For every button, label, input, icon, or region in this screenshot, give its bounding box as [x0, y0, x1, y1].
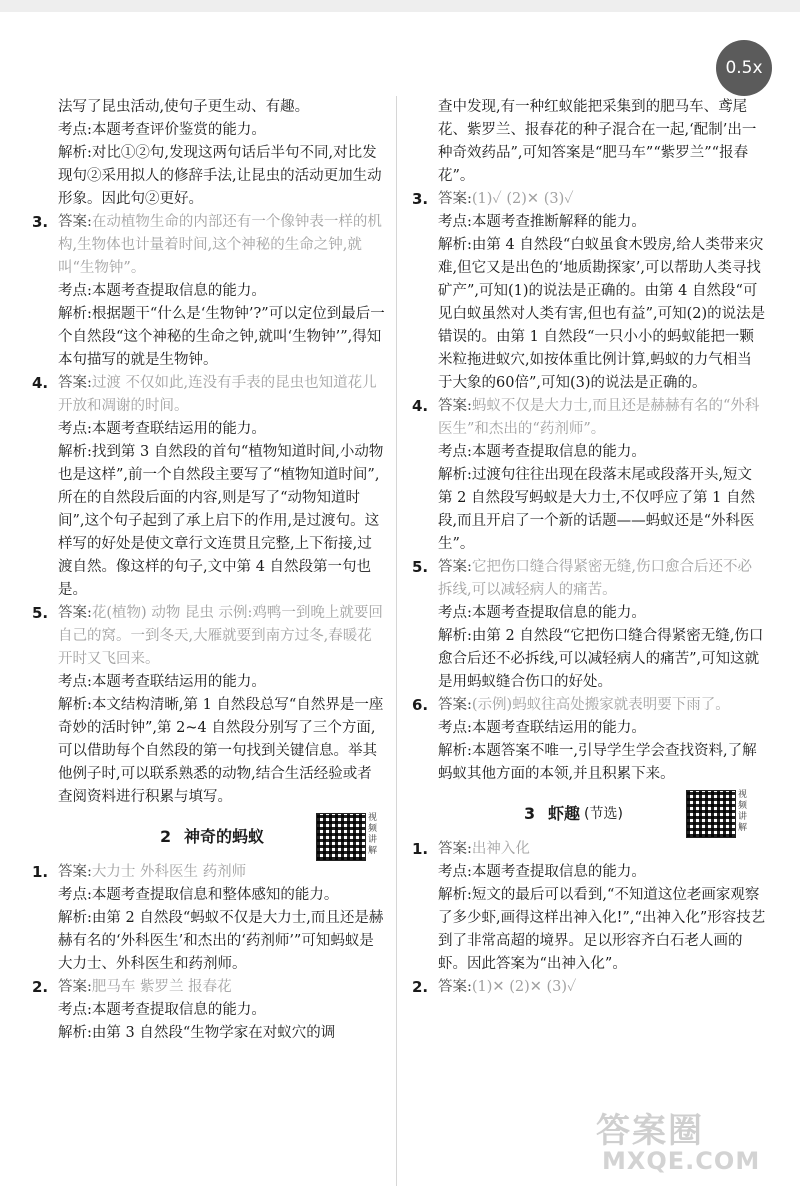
- analysis-text: 解析:短文的最后可以看到,“不知道这位老画家观察了多少虾,画得这样出神入化!”,“出神入化”形容技艺到了非常高超的境界。足以形容齐白石老人画的虾。因此答案为“出神入化”。: [438, 887, 766, 972]
- right-column: [412, 96, 766, 999]
- question-number: 3.: [412, 190, 429, 208]
- question-number: 3.: [32, 213, 49, 231]
- point-text: 考点:本题考查提取信息的能力。: [438, 864, 646, 880]
- question-3: [32, 211, 386, 372]
- point-text: 考点:本题考查提取信息的能力。: [58, 1002, 266, 1018]
- column-divider: [396, 96, 397, 1186]
- question-number: 1.: [412, 840, 429, 858]
- analysis-text: 解析:由第 3 自然段“生物学家在对蚁穴的调: [58, 1025, 336, 1041]
- question-number: 6.: [412, 696, 429, 714]
- intro-analysis: 解析:对比①②句,发现这两句话后半句不同,对比发现句②采用拟人的修辞手法,让昆虫的活动更加生动形象。因此句②更好。: [58, 145, 382, 207]
- answer-text: 在动植物生命的内部还有一个像钟表一样的机构,生物体也计量着时间,这个神秘的生命之钟,就叫“生物钟”。: [58, 214, 382, 276]
- question-3: [412, 188, 766, 395]
- question-number: 5.: [412, 558, 429, 576]
- question-number: 2.: [412, 978, 429, 996]
- point-text: 考点:本题考查联结运用的能力。: [438, 720, 646, 736]
- answer-label: 答案:: [58, 864, 92, 880]
- point-text: 考点:本题考查提取信息的能力。: [438, 605, 646, 621]
- question-6: [412, 694, 766, 786]
- answer-label: 答案:: [438, 559, 472, 575]
- answer-label: 答案:: [58, 979, 92, 995]
- question-number: 1.: [32, 863, 49, 881]
- analysis-text: 解析:由第 4 自然段“白蚁虽食木毁房,给人类带来灾难,但它又是出色的‘地质勘探家’,可以帮助人类寻找矿产”,可知(1)的说法是正确的。由第 4 自然段“可见白蚁虽然对人类有害,但也有益”,可知(2)的说法是错误的。由第 1 自然段“一只小小的蚂蚁能把一颗米粒拖进蚁穴,如按体重比例计算,蚂蚁的力气相当于大象的60倍”,可知(3)的说法是正确的。: [438, 237, 766, 391]
- answer-label: 答案:: [438, 979, 472, 995]
- question-number: 2.: [32, 978, 49, 996]
- point-text: 考点:本题考查联结运用的能力。: [58, 674, 266, 690]
- answer-label: 答案:: [438, 841, 472, 857]
- analysis-text: 解析:过渡句往往出现在段落末尾或段落开头,短文第 2 自然段写蚂蚁是大力士,不仅呼应了第 1 自然段,而且开启了一个新的话题——蚂蚁还是“外科医生”。: [438, 467, 755, 552]
- answer-label: 答案:: [438, 191, 472, 207]
- section-title: 虾趣: [548, 804, 581, 823]
- answer-text: 大力士 外科医生 药剂师: [91, 864, 247, 880]
- watermark-logo: 答案圈: [596, 1111, 704, 1151]
- qr-code-icon[interactable]: [686, 790, 736, 838]
- qr-code-icon[interactable]: [316, 813, 366, 861]
- answer-label: 答案:: [58, 214, 92, 230]
- intro-text: 法写了昆虫活动,使句子更生动、有趣。: [58, 99, 310, 115]
- answer-text: 蚂蚁不仅是大力士,而且还是赫赫有名的“外科医生”和杰出的“药剂师”。: [438, 398, 760, 437]
- question-5: [32, 602, 386, 809]
- answer-text: (1)✓ (2)✕ (3)✓: [471, 191, 574, 207]
- section-header-3: [412, 790, 766, 836]
- answer-label: 答案:: [58, 605, 92, 621]
- top-bar: [0, 0, 800, 12]
- qr-caption: 视频讲解: [738, 790, 748, 833]
- question-4: [32, 372, 386, 602]
- answer-text: 它把伤口缝合得紧密无缝,伤口愈合后还不必拆线,可以减轻病人的痛苦。: [438, 559, 752, 598]
- question-4: [412, 395, 766, 556]
- answer-label: 答案:: [438, 398, 472, 414]
- analysis-text: 解析:找到第 3 自然段的首句“植物知道时间,小动物也是这样”,前一个自然段主要写了“植物知道时间”,所在的自然段后面的内容,则是写了“动物知道时间”,这个句子起到了承上启下的作用,是过渡句。这样写的好处是使文章行文连贯且完整,上下衔接,过渡自然。像这样的句子,文中第 4 自然段第一句也是。: [58, 444, 384, 598]
- section-number: 3: [524, 804, 536, 823]
- question-5: [412, 556, 766, 694]
- s3-question-2: [412, 976, 766, 999]
- watermark: [596, 1103, 786, 1183]
- point-text: 考点:本题考查联结运用的能力。: [58, 421, 266, 437]
- qr-caption: 视频讲解: [368, 813, 378, 856]
- answer-text: 肥马车 紫罗兰 报春花: [91, 979, 232, 995]
- answer-text: (1)✕ (2)✕ (3)✓: [471, 979, 577, 995]
- answer-text: 花(植物) 动物 昆虫 示例:鸡鸭一到晚上就要回自己的窝。一到冬天,大雁就要到南方过冬,春暖花开时又飞回来。: [58, 605, 383, 667]
- analysis-text: 解析:本文结构清晰,第 1 自然段总写“自然界是一座奇妙的活时钟”,第 2~4 自然段分别写了三个方面,可以借助每个自然段的第一句找到关键信息。举其他例子时,可以联系熟悉的动物,结合生活经验或者查阅资料进行积累与填写。: [58, 697, 384, 805]
- zoom-badge[interactable]: 0.5x: [716, 40, 772, 96]
- point-text: 考点:本题考查提取信息和整体感知的能力。: [58, 887, 339, 903]
- question-number: 5.: [32, 604, 49, 622]
- section-header-2: [32, 813, 386, 859]
- answer-text: 过渡 不仅如此,连没有手表的昆虫也知道花儿开放和凋谢的时间。: [58, 375, 377, 414]
- watermark-url: MXQE.COM: [602, 1147, 761, 1175]
- analysis-text: 解析:本题答案不唯一,引导学生学会查找资料,了解蚂蚁其他方面的本领,并且积累下来。: [438, 743, 757, 782]
- answer-label: 答案:: [438, 697, 472, 713]
- answer-label: 答案:: [58, 375, 92, 391]
- analysis-text: 解析:由第 2 自然段“蚂蚁不仅是大力士,而且还是赫赫有名的‘外科医生’和杰出的‘药剂师’”可知蚂蚁是大力士、外科医生和药剂师。: [58, 910, 384, 972]
- intro-point: 考点:本题考查评价鉴赏的能力。: [58, 122, 266, 138]
- analysis-text: 解析:根据题干“什么是‘生物钟’?”可以定位到最后一个自然段“这个神秘的生命之钟,就叫‘生物钟’”,得知本句描写的就是生物钟。: [58, 306, 385, 368]
- left-column: [32, 96, 386, 1045]
- answer-text: 出神入化: [471, 841, 530, 857]
- point-text: 考点:本题考查推断解释的能力。: [438, 214, 646, 230]
- section-subtitle: (节选): [584, 806, 623, 822]
- s2-question-1: [32, 861, 386, 976]
- answer-text: (示例)蚂蚁往高处搬家就表明要下雨了。: [471, 697, 730, 713]
- continued-text: 查中发现,有一种红蚁能把采集到的肥马车、鸢尾花、紫罗兰、报春花的种子混合在一起,‘配制’出一种奇效药品”,可知答案是“肥马车”“紫罗兰”“报春花”。: [438, 99, 757, 184]
- point-text: 考点:本题考查提取信息的能力。: [438, 444, 646, 460]
- section-title: 神奇的蚂蚁: [184, 827, 265, 846]
- question-number: 4.: [412, 397, 429, 415]
- section-number: 2: [160, 827, 172, 846]
- s2-question-2: [32, 976, 386, 1045]
- s3-question-1: [412, 838, 766, 976]
- point-text: 考点:本题考查提取信息的能力。: [58, 283, 266, 299]
- analysis-text: 解析:由第 2 自然段“它把伤口缝合得紧密无缝,伤口愈合后还不必拆线,可以减轻病人的痛苦”,可知这就是用蚂蚁缝合伤口的好处。: [438, 628, 764, 690]
- question-number: 4.: [32, 374, 49, 392]
